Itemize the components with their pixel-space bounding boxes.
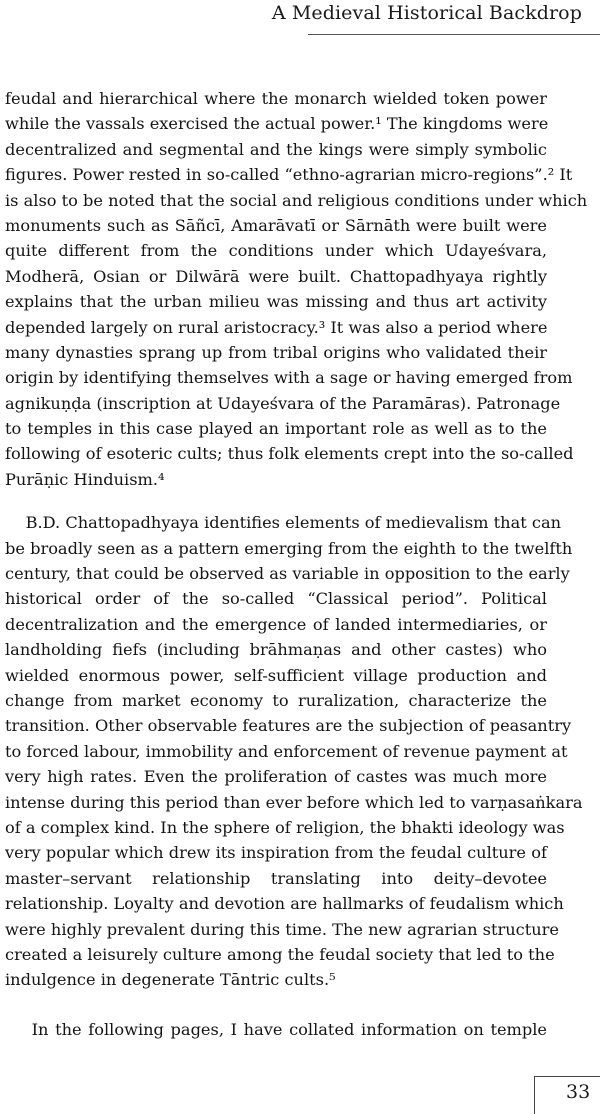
text-line: indulgence in degenerate Tāntric cults.⁵ <box>5 970 336 990</box>
text-line: of a complex kind. In the sphere of religion, the bhakti ideology was <box>5 817 565 837</box>
text-line: explains that the urban milieu was missing and thus art activity <box>5 292 547 312</box>
paragraph-2 <box>5 510 583 992</box>
text-line: be broadly seen as a pattern emerging from the eighth to the twelfth <box>5 538 573 558</box>
text-line: In the following pages, I have collated information on temple <box>5 1019 547 1039</box>
text-line: century, that could be observed as variable in opposition to the early <box>5 564 570 584</box>
text-line: very popular which drew its inspiration from the feudal culture of <box>5 843 547 863</box>
body-text <box>5 86 588 1042</box>
text-line: while the vassals exercised the actual power.¹ The kingdoms were <box>5 114 549 134</box>
text-line: created a leisurely culture among the feudal society that led to the <box>5 944 555 964</box>
text-line: to temples in this case played an important role as well as to the <box>5 419 547 439</box>
text-line: wielded enormous power, self-sufficient village production and <box>5 665 547 685</box>
text-line: decentralization and the emergence of landed intermediaries, or <box>5 614 547 634</box>
text-line: intense during this period than ever before which led to varṇasaṅkara <box>5 792 583 812</box>
text-line: following of esoteric cults; thus folk elements crept into the so-called <box>5 444 574 464</box>
paragraph-gap <box>5 993 547 1017</box>
text-line: to forced labour, immobility and enforcement of revenue payment at <box>5 741 568 761</box>
text-line: landholding fiefs (including brāhmaṇas and other castes) who <box>5 640 547 660</box>
paragraph-gap <box>5 492 547 510</box>
text-line: historical order of the so-called “Classical period”. Political <box>5 589 547 609</box>
text-line: decentralized and segmental and the kings were simply symbolic <box>5 139 547 159</box>
text-line: change from market economy to ruralization, characterize the <box>5 690 547 710</box>
text-line: were highly prevalent during this time. The new agrarian structure <box>5 919 559 939</box>
text-line: agnikuṇḍa (inscription at Udayeśvara of the Paramāras). Patronage <box>5 393 561 413</box>
footer-rule <box>534 1076 600 1077</box>
text-line: depended largely on rural aristocracy.³ It was also a period where <box>5 317 548 337</box>
text-line: feudal and hierarchical where the monarch wielded token power <box>5 89 547 108</box>
text-line: master–servant relationship translating into deity–devotee <box>5 868 547 888</box>
text-line: many dynasties sprang up from tribal origins who validated their <box>5 342 547 362</box>
text-line: figures. Power rested in so-called “ethno-agrarian micro-regions”.² It <box>5 165 573 185</box>
text-line: relationship. Loyalty and devotion are hallmarks of feudalism which <box>5 894 564 914</box>
page-number: 33 <box>566 1081 591 1103</box>
text-line: very high rates. Even the proliferation of castes was much more <box>5 767 547 787</box>
text-line: transition. Other observable features are the subjection of peasantry <box>5 716 572 736</box>
footer-rule-vertical <box>534 1076 535 1114</box>
text-line: Purāṇic Hinduism.⁴ <box>5 469 165 489</box>
paragraph-3 <box>5 1017 547 1042</box>
paragraph-1 <box>5 86 588 492</box>
text-line: quite different from the conditions under which Udayeśvara, <box>5 241 547 261</box>
text-line: Modherā, Osian or Dilwārā were built. Chattopadhyaya rightly <box>5 266 547 286</box>
header-rule <box>308 34 600 35</box>
text-line: monuments such as Sāñcī, Amarāvatī or Sārnāth were built were <box>5 215 547 235</box>
text-line: is also to be noted that the social and religious conditions under which <box>5 190 588 210</box>
text-line: origin by identifying themselves with a sage or having emerged from <box>5 368 573 388</box>
running-head: A Medieval Historical Backdrop <box>271 2 582 24</box>
text-line: B.D. Chattopadhyaya identifies elements of medievalism that can <box>5 513 562 533</box>
